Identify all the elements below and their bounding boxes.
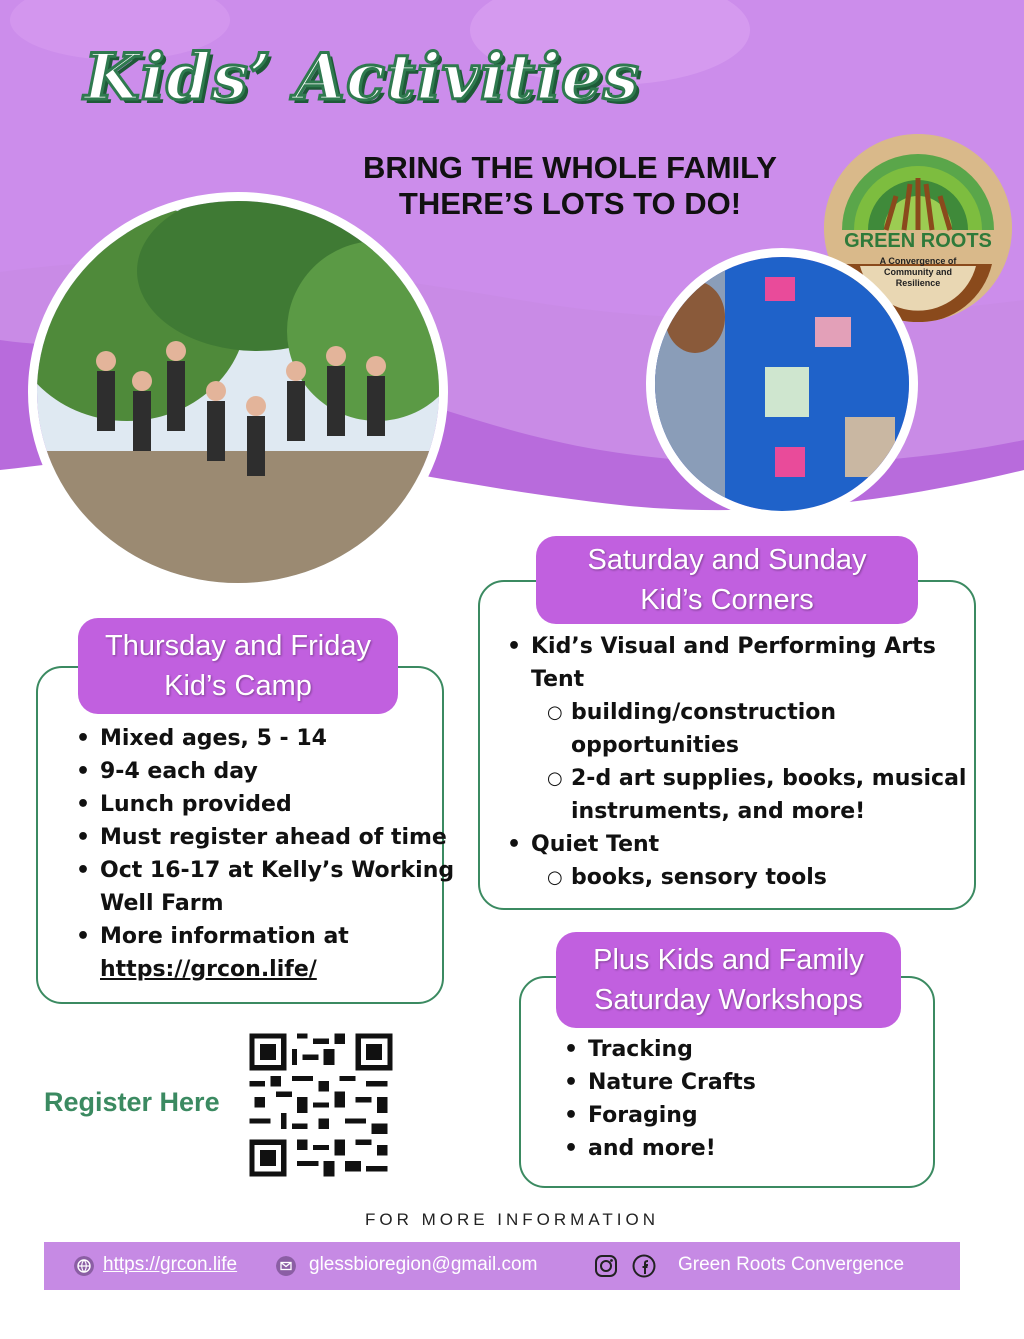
- camp-website-link[interactable]: https://grcon.life/: [100, 957, 317, 982]
- list-item: • Nature Crafts: [564, 1070, 756, 1095]
- list-item: • 9-4 each day: [76, 759, 258, 784]
- workshops-heading: [556, 932, 901, 1028]
- list-item-continued: Tent: [531, 667, 585, 692]
- logo-tagline-line-1: A Convergence of: [879, 256, 957, 266]
- logo-name: GREEN ROOTS: [844, 230, 992, 252]
- instagram-icon[interactable]: [594, 1254, 618, 1278]
- sub-list-item: ○ books, sensory tools: [547, 865, 827, 890]
- subtitle-line-2: THERE’S LOTS TO DO!: [398, 186, 742, 221]
- footer-website-link[interactable]: https://grcon.life: [103, 1254, 238, 1275]
- register-label: Register Here: [44, 1087, 220, 1117]
- sub-list-item-continued: instruments, and more!: [571, 799, 866, 824]
- page-title: Kids’ Activities: [84, 40, 640, 115]
- list-item: • Mixed ages, 5 - 14: [76, 726, 327, 751]
- workshops-heading-line-1: Plus Kids and Family: [593, 944, 864, 976]
- kids-camp-heading-line-2: Kid’s Camp: [164, 670, 312, 702]
- facebook-icon[interactable]: [632, 1254, 656, 1278]
- mail-icon: [276, 1256, 296, 1276]
- kids-jumping-photo: [28, 192, 448, 592]
- list-item-continued: Well Farm: [100, 891, 224, 916]
- logo-tagline-line-2: Community and: [883, 267, 952, 277]
- list-item: • Lunch provided: [76, 792, 292, 817]
- kids-corners-heading-line-1: Saturday and Sunday: [587, 544, 867, 576]
- page-subtitle: [330, 150, 810, 222]
- sub-list-item: ○ building/construction: [547, 700, 837, 725]
- list-item: • Oct 16-17 at Kelly’s Working: [76, 858, 455, 883]
- footer-social-name: Green Roots Convergence: [678, 1254, 905, 1275]
- subtitle-line-1: BRING THE WHOLE FAMILY: [363, 150, 777, 185]
- logo-tagline-line-3: Resilience: [895, 278, 941, 288]
- list-item: • Foraging: [564, 1103, 698, 1128]
- kids-crafts-photo: [646, 248, 918, 520]
- kids-corners-heading-line-2: Kid’s Corners: [640, 584, 814, 616]
- qr-code[interactable]: [244, 1028, 398, 1182]
- list-item: • and more!: [564, 1136, 716, 1161]
- sub-list-item: ○ 2-d art supplies, books, musical: [547, 766, 967, 791]
- list-item: • Must register ahead of time: [76, 825, 447, 850]
- kids-corners-heading: [536, 536, 918, 624]
- list-item: • Kid’s Visual and Performing Arts: [507, 634, 936, 659]
- kids-camp-heading: [78, 618, 398, 714]
- globe-icon: [74, 1256, 94, 1276]
- workshops-heading-line-2: Saturday Workshops: [594, 984, 863, 1016]
- list-item: • Quiet Tent: [507, 832, 660, 857]
- footer-email-link[interactable]: glessbioregion@gmail.com: [309, 1254, 538, 1275]
- more-information-label: FOR MORE INFORMATION: [364, 1210, 660, 1229]
- footer-bar: [44, 1242, 960, 1290]
- kids-camp-heading-line-1: Thursday and Friday: [105, 630, 371, 662]
- sub-list-item-continued: opportunities: [571, 733, 740, 758]
- list-item: • More information at: [76, 924, 349, 949]
- list-item: • Tracking: [564, 1037, 693, 1062]
